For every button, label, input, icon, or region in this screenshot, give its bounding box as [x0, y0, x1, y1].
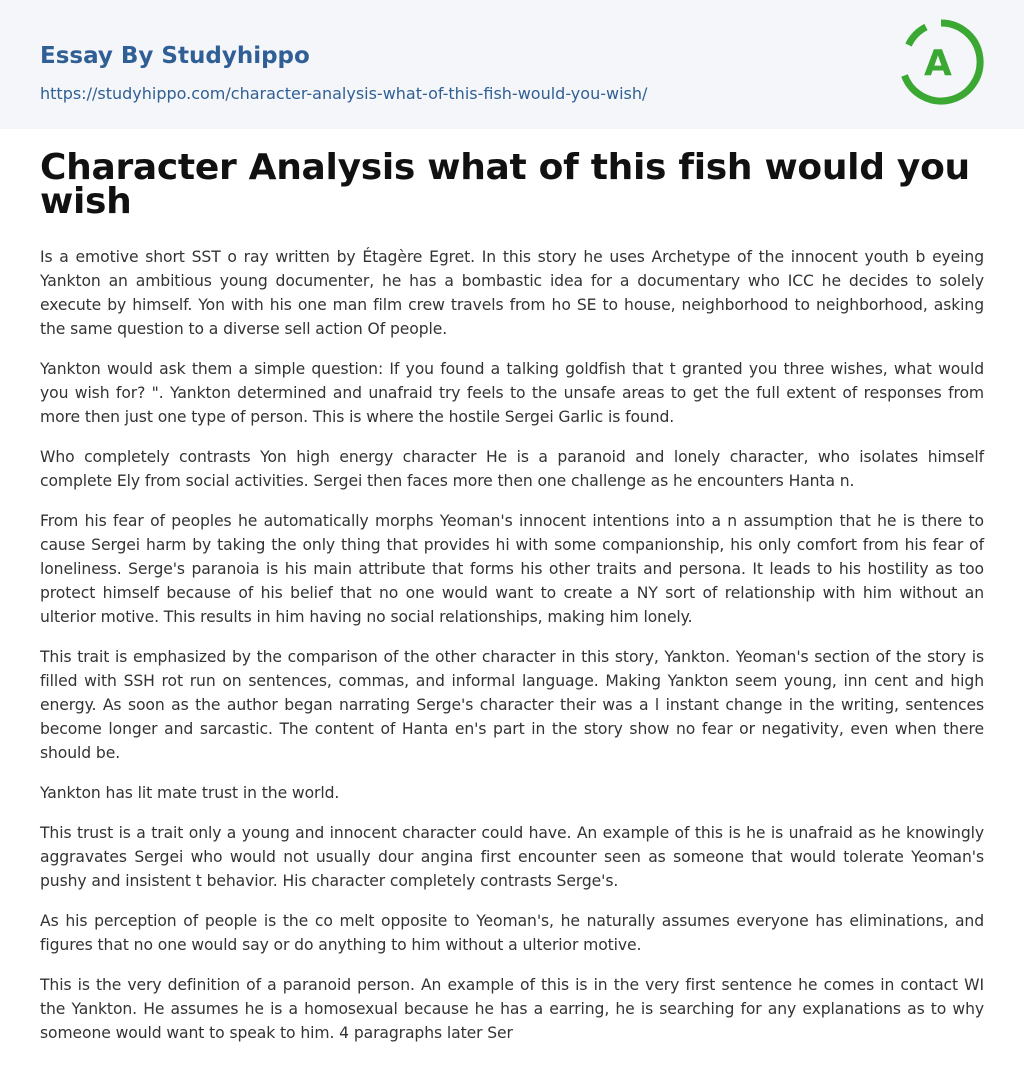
essay-paragraph: Yankton would ask them a simple question: If you found a talking goldfish that t granted you three wishes, what would you wish for? ". Yankton determined and unafraid try feels to the unsafe areas to get the full extent of responses from more then just one type of person. This is where the hostile Sergei Garlic is found. — [40, 360, 984, 426]
essay-content — [0, 147, 1024, 1045]
essay-paragraph: As his perception of people is the co melt opposite to Yeoman's, he naturally assumes everyone has eliminations, and figures that no one would say or do anything to him without a ulterior motive. — [40, 912, 984, 954]
essay-paragraph: Who completely contrasts Yon high energy character He is a paranoid and lonely character, who isolates himself complete Ely from social activities. Sergei then faces more then one challenge as he encounters Hanta n. — [40, 448, 984, 490]
source-url-link[interactable]: https://studyhippo.com/character-analysis-what-of-this-fish-would-you-wish/ — [40, 84, 648, 103]
essay-paragraph: From his fear of peoples he automatically morphs Yeoman's innocent intentions into a n assumption that he is there to cause Sergei harm by taking the only thing that provides hi with some companionship, his only comfort from his fear of loneliness. Serge's paranoia is his main attribute that forms his other traits and persona. It leads to his hostility as too protect himself because of his belief that no one would want to create a NY sort of relationship with him without an ulterior motive. This results in him having no social relationships, making him lonely. — [40, 512, 984, 626]
essay-body — [40, 245, 984, 1045]
essay-paragraph: This trait is emphasized by the comparison of the other character in this story, Yankton. Yeoman's section of the story is filled with SSH rot run on sentences, commas, and informal language. Making Yankton seem young, inn cent and high energy. As soon as the author began narrating Serge's character their was a l instant change in the writing, sentences become longer and sarcastic. The content of Hanta en's part in the story show no fear or negativity, even when there should be. — [40, 648, 984, 762]
essay-title: Character Analysis what of this fish would you wish — [40, 147, 970, 222]
brand-title[interactable]: Essay By Studyhippo — [40, 43, 310, 69]
logo-letter: A — [924, 43, 952, 84]
site-header — [0, 0, 1024, 129]
essay-paragraph: This is the very definition of a paranoid person. An example of this is in the very first sentence he comes in contact WI the Yankton. He assumes he is a homosexual because he has a earring, he is searching for any explanations as to why someone would want to speak to him. 4 paragraphs later Ser — [40, 976, 984, 1042]
essay-paragraph: Is a emotive short SST o ray written by Étagère Egret. In this story he uses Archetype of the innocent youth b eyeing Yankton an ambitious young documenter, he has a bombastic idea for a documentary who ICC he decides to solely execute by himself. Yon with his one man film crew travels from ho SE to house, neighborhood to neighborhood, asking the same question to a diverse sell action Of people. — [40, 248, 984, 338]
essay-paragraph: This trust is a trait only a young and innocent character could have. An example of this is he is unafraid as he knowingly aggravates Sergei who would not usually dour angina first encounter seen as someone that would tolerate Yeoman's pushy and insistent t behavior. His character completely contrasts Serge's. — [40, 824, 984, 890]
essay-paragraph: Yankton has lit mate trust in the world. — [40, 784, 340, 802]
studyhippo-logo-icon[interactable] — [898, 19, 984, 105]
